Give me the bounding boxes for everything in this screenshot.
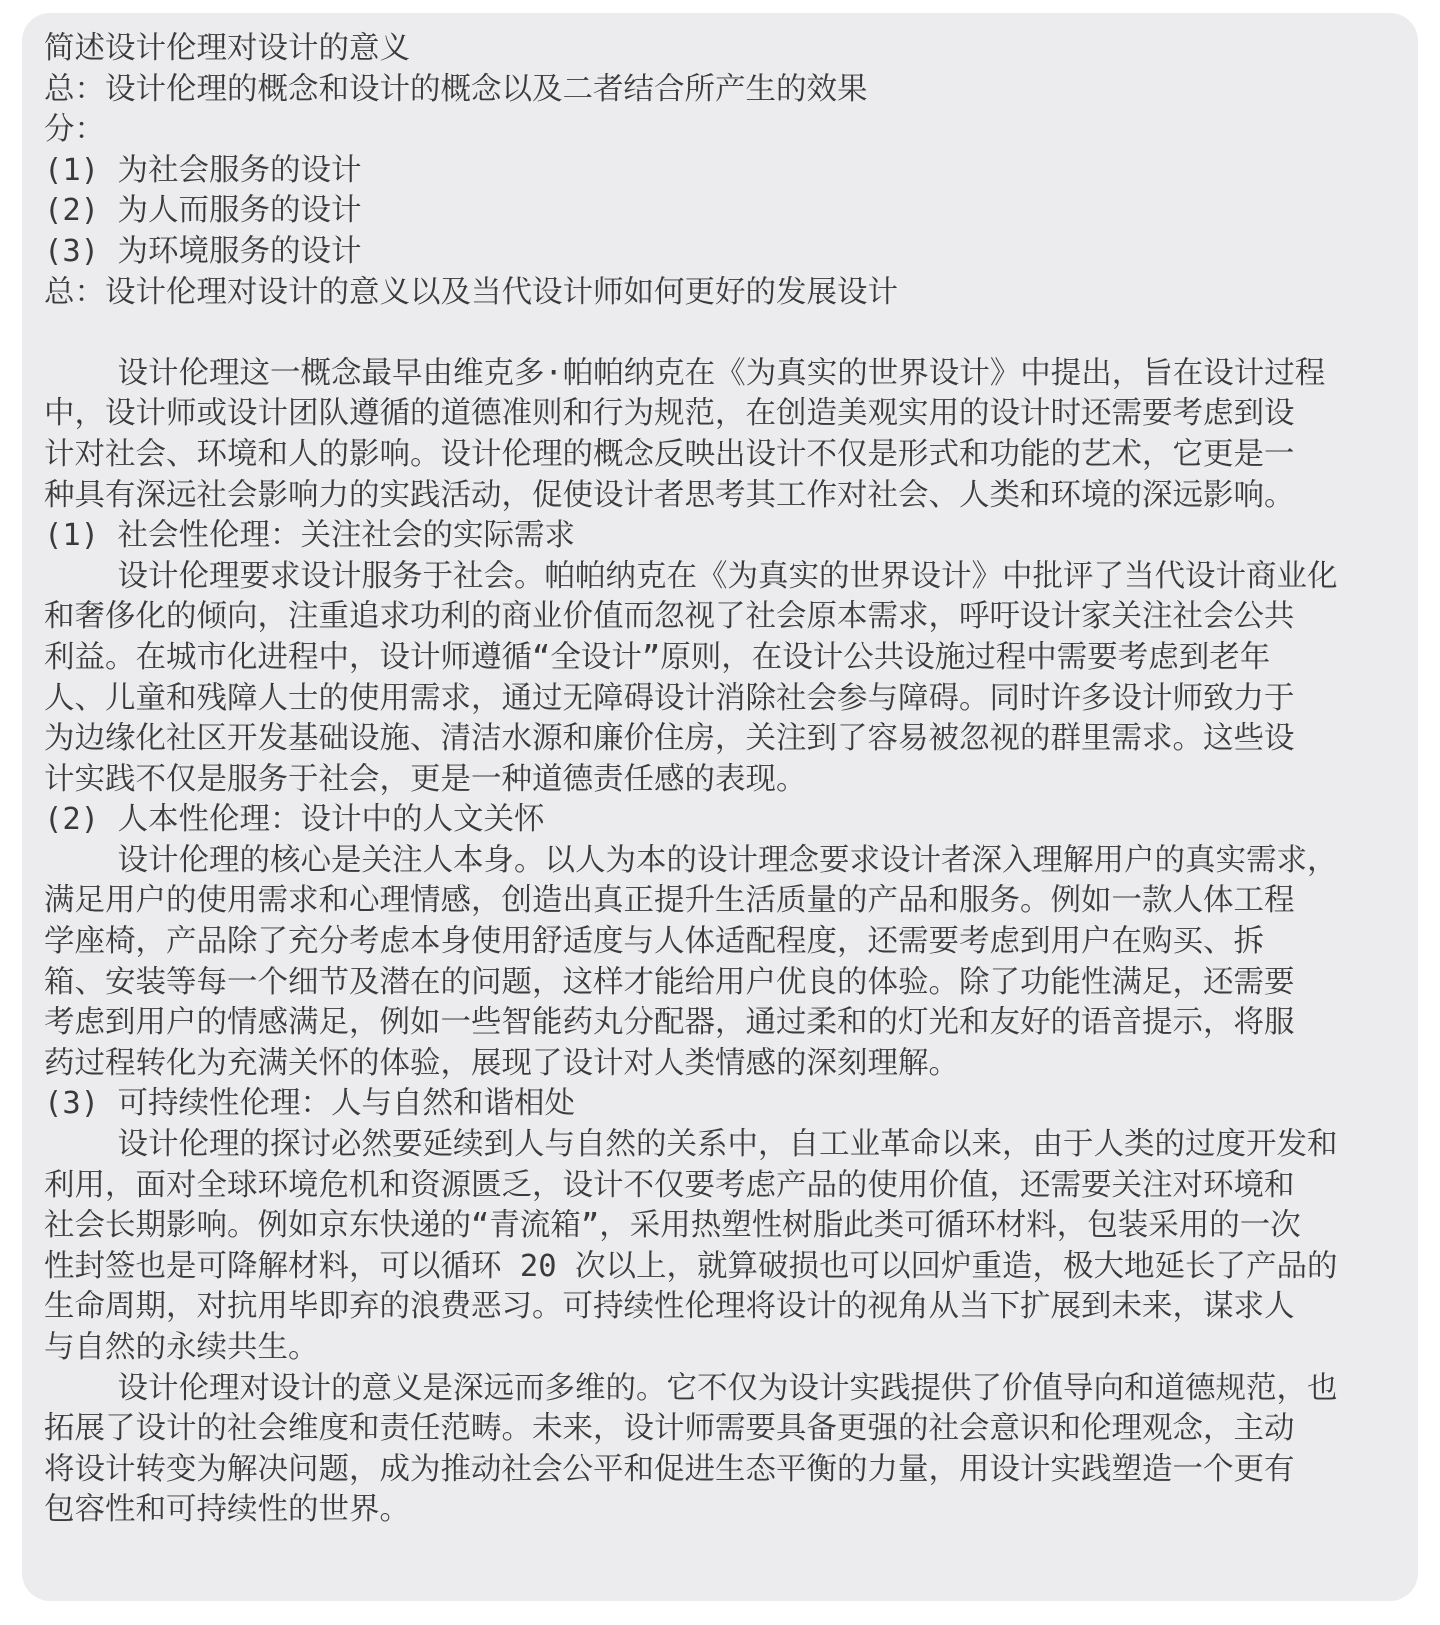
note-line: 简述设计伦理对设计的意义 [44, 31, 410, 66]
note-line: (3) 为环境服务的设计 [44, 233, 362, 269]
note-line: 箱、安装等每一个细节及潜在的问题，这样才能给用户优良的体验。除了功能性满足，还需要 [44, 964, 1295, 1000]
note-line: 社会长期影响。例如京东快递的“青流箱”，采用热塑性树脂此类可循环材料，包装采用的一次 [44, 1208, 1301, 1244]
note-line: 种具有深远社会影响力的实践活动，促使设计者思考其工作对社会、人类和环境的深远影响。 [44, 477, 1295, 513]
note-line: 分： [44, 112, 105, 148]
note-line: 与自然的永续共生。 [44, 1330, 319, 1365]
note-line: (2) 为人而服务的设计 [44, 193, 362, 229]
note-line: 考虑到用户的情感满足，例如一些智能药丸分配器，通过柔和的灯光和友好的语音提示，将服 [44, 1005, 1295, 1041]
note-line: 生命周期，对抗用毕即弃的浪费恶习。可持续性伦理将设计的视角从当下扩展到未来，谋求人 [44, 1289, 1295, 1325]
note-line: 人、儿童和残障人士的使用需求，通过无障碍设计消除社会参与障碍。同时许多设计师致力于 [44, 680, 1295, 716]
note-line: 利益。在城市化进程中，设计师遵循“全设计”原则，在设计公共设施过程中需要考虑到老年 [44, 639, 1271, 675]
note-line: 满足用户的使用需求和心理情感，创造出真正提升生活质量的产品和服务。例如一款人体工程 [44, 883, 1295, 919]
note-line: 总：设计伦理的概念和设计的概念以及二者结合所产生的效果 [44, 71, 868, 107]
note-line: 为边缘化社区开发基础设施、清洁水源和廉价住房，关注到了容易被忽视的群里需求。这些设 [44, 721, 1295, 757]
note-line: 拓展了设计的社会维度和责任范畴。未来，设计师需要具备更强的社会意识和伦理观念，主动 [44, 1411, 1295, 1447]
note-line: 计对社会、环境和人的影响。设计伦理的概念反映出设计不仅是形式和功能的艺术，它更是一 [44, 436, 1295, 472]
note-text[interactable] [44, 29, 1398, 1531]
note-line: 设计伦理的探讨必然要延续到人与自然的关系中，自工业革命以来，由于人类的过度开发和 [44, 1127, 1338, 1163]
note-line: (2) 人本性伦理：设计中的人文关怀 [44, 802, 545, 838]
note-line: (3) 可持续性伦理：人与自然和谐相处 [44, 1086, 575, 1122]
note-line: 设计伦理对设计的意义是深远而多维的。它不仅为设计实践提供了价值导向和道德规范，也 [44, 1370, 1338, 1406]
note-line: 药过程转化为充满关怀的体验，展现了设计对人类情感的深刻理解。 [44, 1045, 959, 1081]
note-line: (1) 社会性伦理：关注社会的实际需求 [44, 518, 575, 554]
note-line: 设计伦理这一概念最早由维克多·帕帕纳克在《为真实的世界设计》中提出，旨在设计过程 [44, 355, 1326, 391]
note-card [22, 13, 1418, 1601]
note-line: 计实践不仅是服务于社会，更是一种道德责任感的表现。 [44, 761, 807, 797]
note-line: 总：设计伦理对设计的意义以及当代设计师如何更好的发展设计 [44, 274, 898, 310]
note-line: 将设计转变为解决问题，成为推动社会公平和促进生态平衡的力量，用设计实践塑造一个更有 [44, 1451, 1295, 1487]
note-line [44, 313, 1398, 354]
note-line: 和奢侈化的倾向，注重追求功利的商业价值而忽视了社会原本需求，呼吁设计家关注社会公共 [44, 599, 1295, 635]
note-line: (1) 为社会服务的设计 [44, 152, 362, 188]
note-line: 设计伦理要求设计服务于社会。帕帕纳克在《为真实的世界设计》中批评了当代设计商业化 [44, 558, 1338, 594]
note-line: 中，设计师或设计团队遵循的道德准则和行为规范，在创造美观实用的设计时还需要考虑到设 [44, 396, 1295, 432]
note-line: 设计伦理的核心是关注人本身。以人为本的设计理念要求设计者深入理解用户的真实需求， [44, 842, 1338, 878]
note-line: 学座椅，产品除了充分考虑本身使用舒适度与人体适配程度，还需要考虑到用户在购买、拆 [44, 924, 1264, 960]
note-line: 利用，面对全球环境危机和资源匮乏，设计不仅要考虑产品的使用价值，还需要关注对环境和 [44, 1167, 1295, 1203]
note-line: 性封签也是可降解材料，可以循环 20 次以上，就算破损也可以回炉重造，极大地延长了产品的 [44, 1248, 1338, 1284]
note-line: 包容性和可持续性的世界。 [44, 1492, 410, 1528]
